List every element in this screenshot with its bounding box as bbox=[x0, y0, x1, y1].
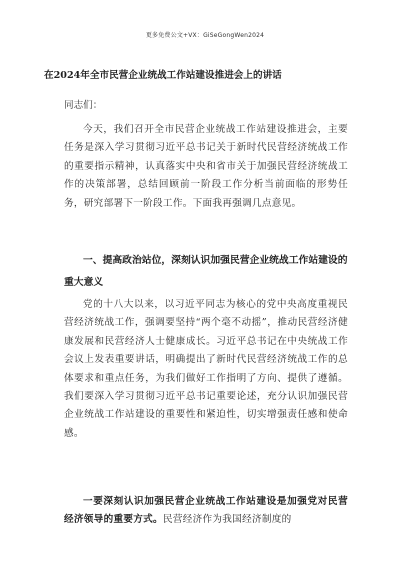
document-title: 在2024年全市民营企业统战工作站建设推进会上的讲话 bbox=[44, 70, 282, 81]
paragraph-point-1 bbox=[64, 493, 348, 530]
section-heading-1: 一、提高政治站位，深刻认识加强民营企业统战工作站建设的重大意义 bbox=[64, 255, 348, 288]
salutation: 同志们： bbox=[64, 100, 103, 111]
header-note: 更多免费公文+VX：GiSeGongWen2024 bbox=[145, 32, 265, 39]
paragraph-intro: 今天，我们召开全市民营企业统战工作站建设推进会，主要任务是深入学习贯彻习近平总书记关于新时代民营经济统战工作的重要指示精神，认真落实中央和省市关于加强民营经济统战工作的决策部署，总结回顾前一阶段工作分析当前面临的形势任务，研究部署下一阶段工作。下面我再强调几点意见。 bbox=[64, 124, 348, 209]
point-1-bold-lead: 一要深刻认识加强民营企业统战工作站建设是加强党对民营经济领导的重要方式。 bbox=[64, 496, 348, 526]
point-1-text: 民营经济作为我国经济制度的 bbox=[162, 514, 292, 526]
paragraph-section-1: 党的十八大以来，以习近平同志为核心的党中央高度重视民营经济统战工作，强调要坚持“两个毫不动摇”，推动民营经济健康发展和民营经济人士健康成长。习近平总书记在中央统战工作会议上发表重要讲话，明确提出了新时代民营经济统战工作的总体要求和重点任务，为我们做好工作指明了方向、提供了遵循。我们要深入学习贯彻习近平总书记重要论述，充分认识加强民营企业统战工作站建设的重要性和紧迫性，切实增强责任感和使命感。 bbox=[64, 299, 348, 439]
